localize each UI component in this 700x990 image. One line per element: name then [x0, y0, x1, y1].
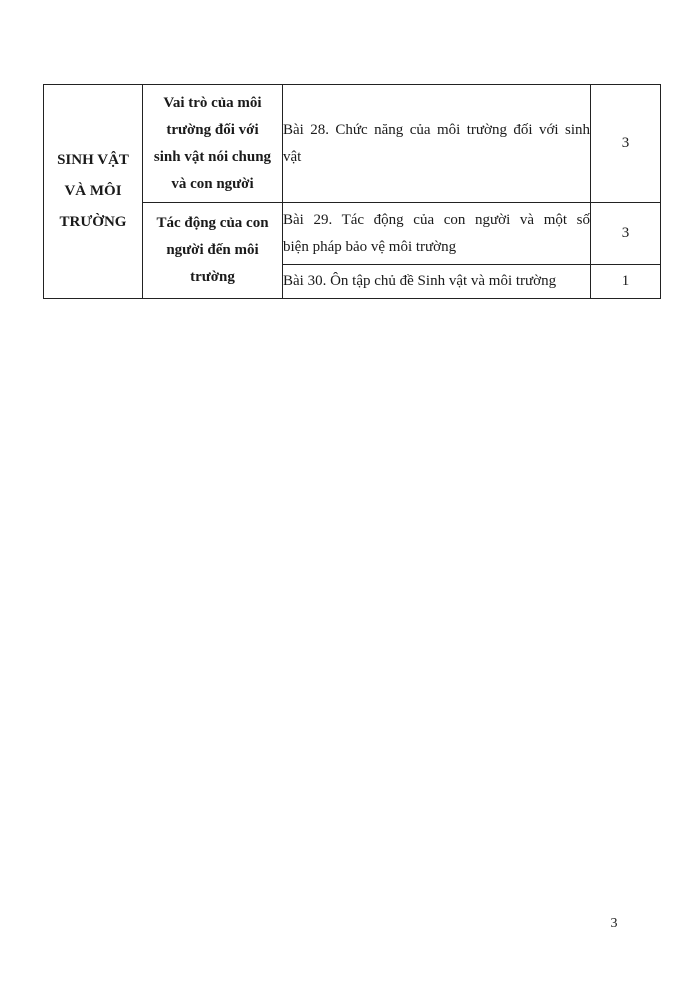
lesson-line: Bài 29. Tác động của con người và một số [283, 211, 590, 228]
topic-line: Tác động của con [156, 215, 269, 231]
table-row [44, 85, 661, 203]
periods-cell: 3 [591, 203, 661, 265]
lesson-cell [283, 85, 591, 203]
curriculum-table [43, 84, 661, 299]
theme-line: TRƯỜNG [59, 214, 127, 230]
topic-cell [143, 85, 283, 203]
lesson-line: Bài 28. Chức năng của môi trường đối với sinh [283, 121, 590, 138]
lesson-line: Bài 30. Ôn tập chủ đề Sinh vật và môi trường [283, 273, 557, 289]
theme-cell [44, 85, 143, 299]
periods-cell: 1 [591, 265, 661, 299]
topic-line: người đến môi [166, 242, 259, 258]
page-number: 3 [610, 916, 618, 931]
topic-line: trường [190, 269, 235, 285]
lesson-line: biện pháp bảo vệ môi trường [283, 238, 457, 255]
topic-cell [143, 203, 283, 299]
topic-line: Vai trò của môi [163, 94, 262, 111]
theme-line: VÀ MÔI [64, 183, 122, 199]
topic-line: và con người [171, 175, 254, 192]
periods-cell: 3 [591, 85, 661, 203]
topic-line: trường đối với [166, 121, 259, 138]
lesson-cell [283, 203, 591, 265]
topic-line: sinh vật nói chung [153, 148, 272, 165]
theme-line: SINH VẬT [57, 152, 129, 168]
lesson-cell [283, 265, 591, 299]
lesson-line: vật [283, 148, 302, 165]
